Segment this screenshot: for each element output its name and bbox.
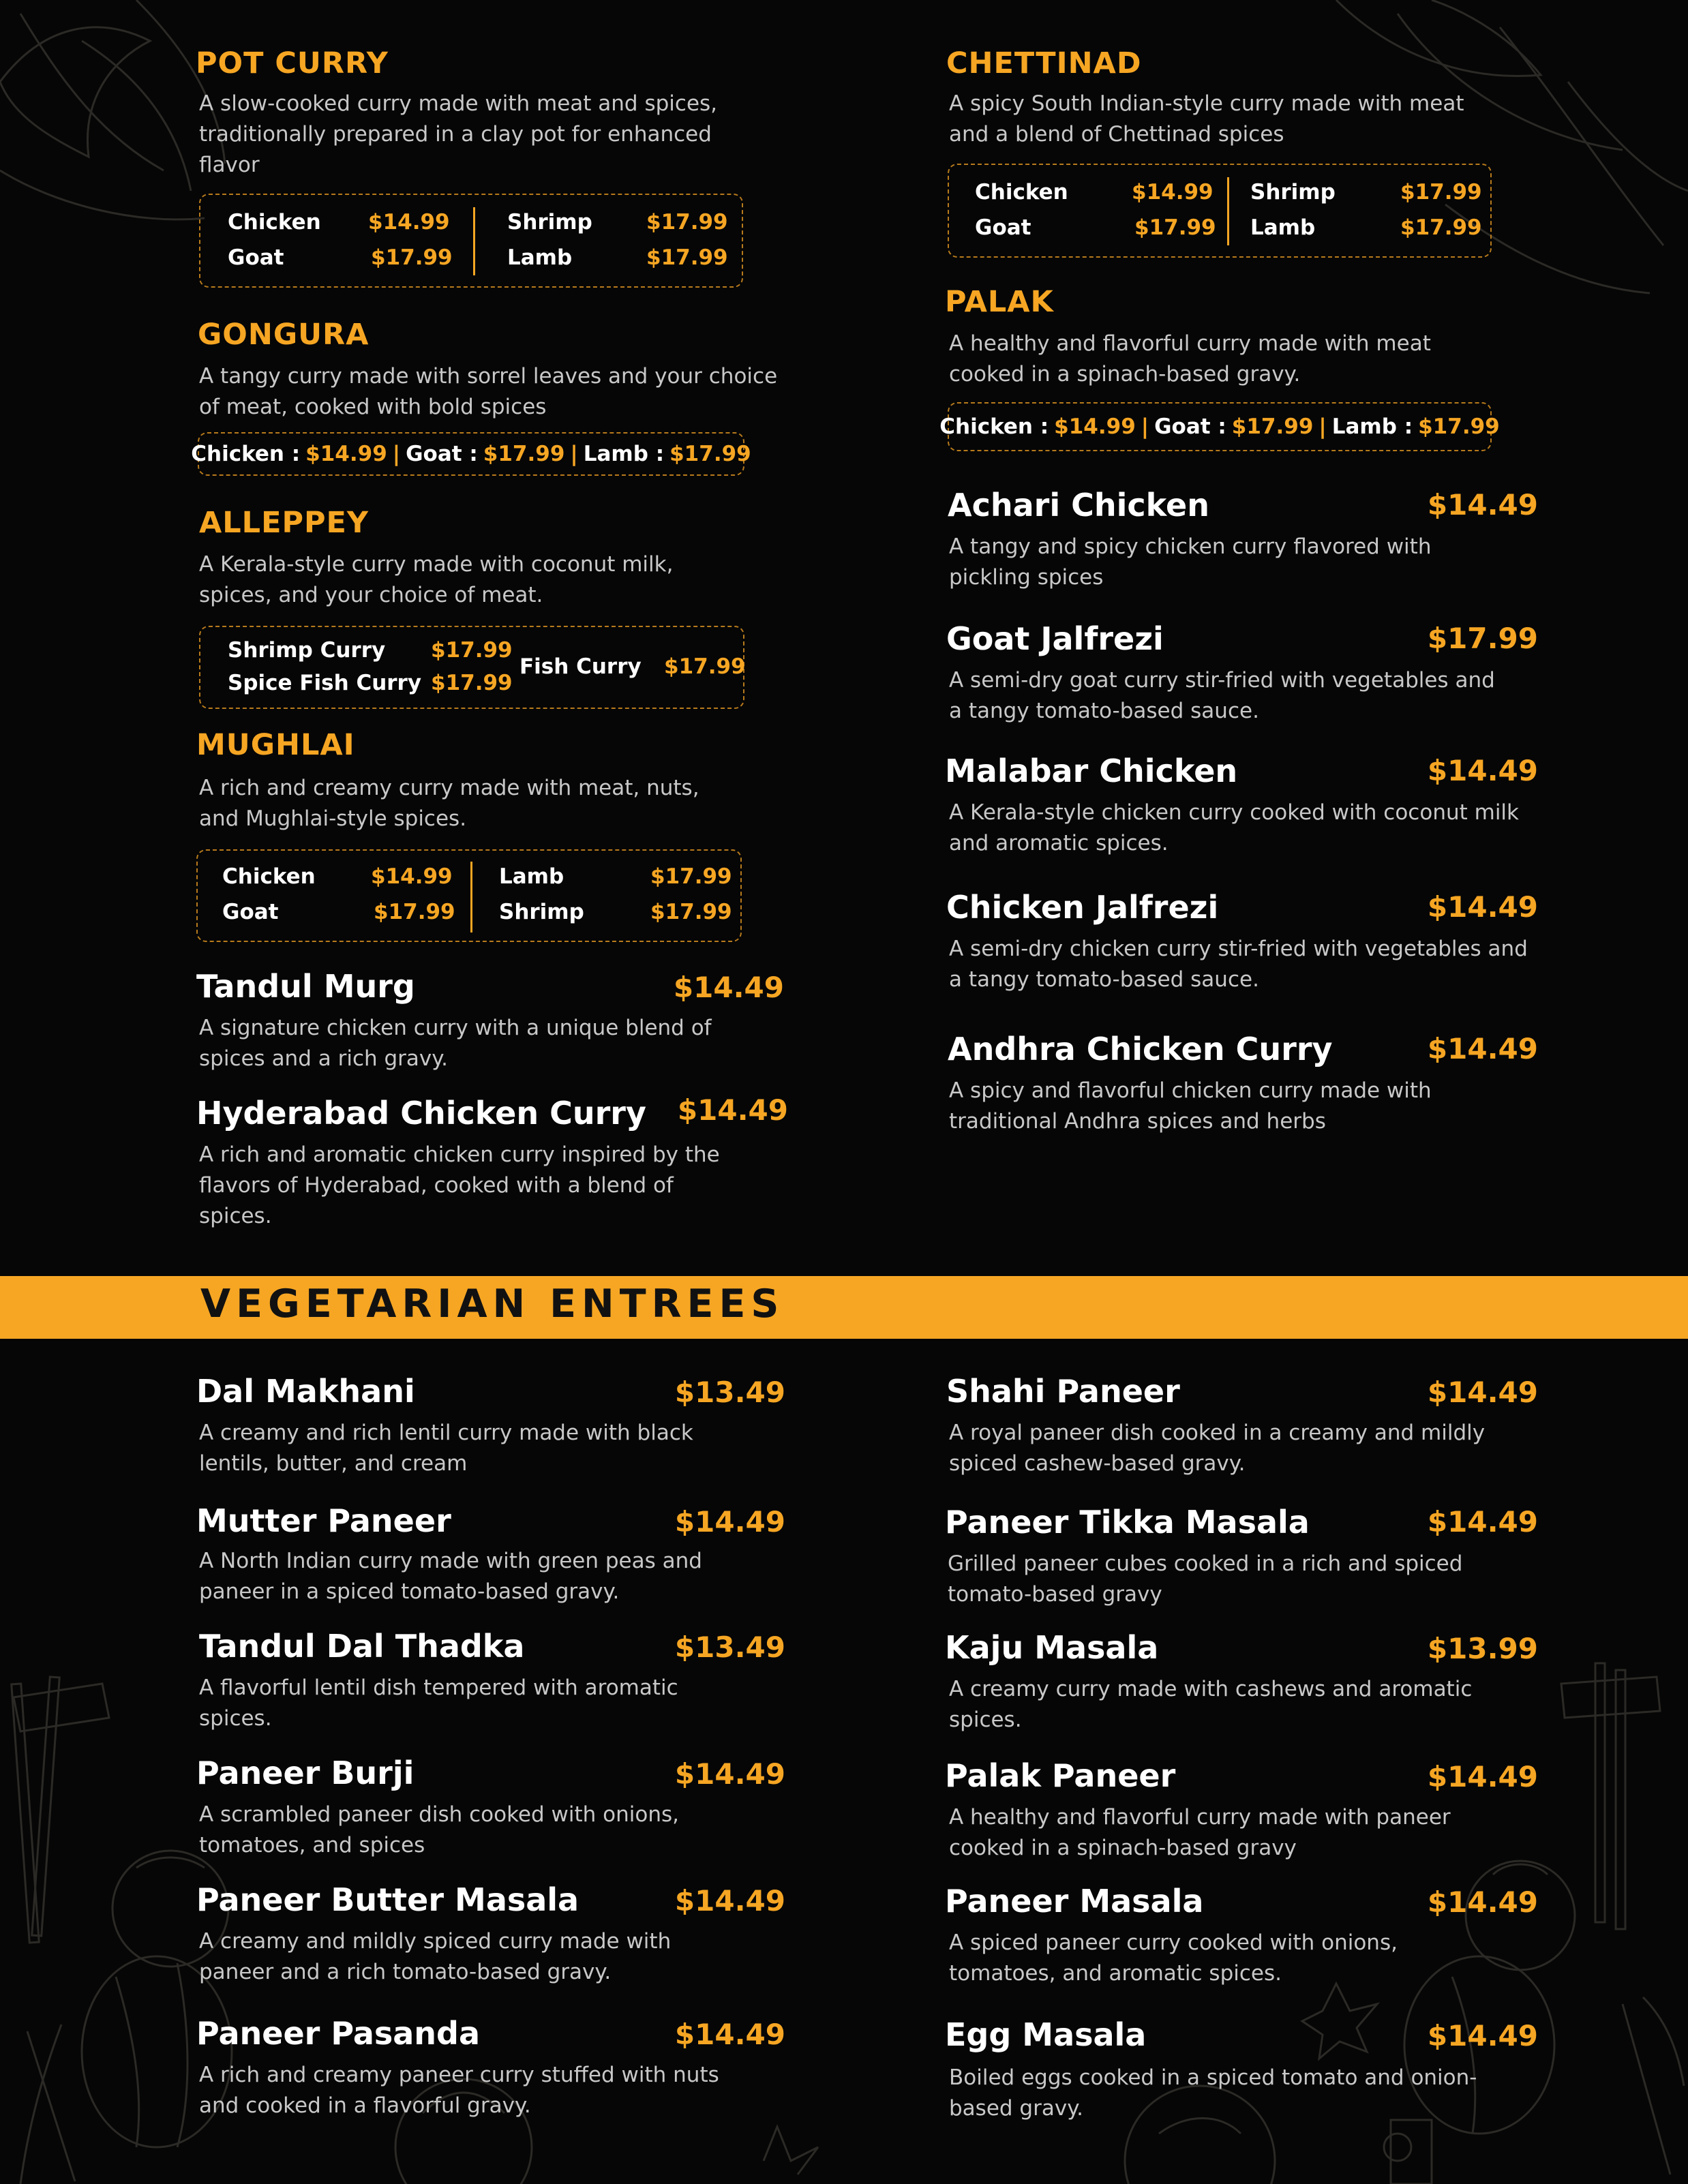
price-label: Chicken [222,864,316,889]
price-label: Chicken : [939,414,1049,439]
price-value: $17.99 [483,442,565,466]
price-value: $17.99 [664,654,746,679]
menu-item-name: Paneer Pasanda [196,2015,481,2052]
price-label: Chicken [975,180,1068,204]
chettinad-description: A spicy South Indian-style curry made with meat and a blend of Chettinad spices [949,91,1464,147]
price-separator: | [392,442,401,466]
gongura-price-row [191,434,751,474]
price-value: $17.99 [431,671,513,695]
menu-item-description: A signature chicken curry with a unique blend of spices and a rich gravy. [199,1016,712,1071]
menu-item-price: $14.49 [674,1884,785,1917]
mughlai-price-box [196,849,742,942]
menu-item-name: Achari Chicken [948,487,1209,524]
price-value: $17.99 [374,900,455,924]
menu-item-price: $14.49 [674,1505,785,1538]
price-value: $14.99 [371,864,453,889]
palak-description: A healthy and flavorful curry made with meat cooked in a spinach-based gravy. [949,331,1431,386]
menu-item-price: $14.49 [1427,1376,1538,1409]
menu-item-description: A rich and creamy paneer curry stuffed with nuts and cooked in a flavorful gravy. [199,2063,719,2118]
menu-item-description: Grilled paneer cubes cooked in a rich and spiced tomato-based gravy [948,1551,1463,1607]
menu-item-price: $14.49 [1427,1885,1538,1919]
menu-item-name: Paneer Butter Masala [196,1881,579,1918]
price-separator: | [570,442,578,466]
price-value: $17.99 [646,210,728,234]
chettinad-heading: CHETTINAD [946,46,1142,80]
menu-item-description: A creamy and mildly spiced curry made with paneer and a rich tomato-based gravy. [199,1929,672,1984]
price-value: $17.99 [1400,215,1482,240]
price-label: Spice Fish Curry [228,671,422,695]
pot-curry-description: A slow-cooked curry made with meat and spices, traditionally prepared in a clay pot for enhanced flavor [199,91,718,177]
menu-item-price: $13.49 [674,1376,785,1409]
menu-item-price: $14.49 [1427,890,1538,924]
price-separator: | [1141,414,1149,439]
price-value: $17.99 [1231,414,1314,439]
menu-item-name: Tandul Murg [196,968,415,1005]
pot-curry-heading: POT CURRY [196,46,389,80]
menu-item-name: Paneer Tikka Masala [945,1504,1310,1541]
menu-item-name: Dal Makhani [196,1373,415,1410]
price-value: $17.99 [1418,414,1500,439]
menu-item-price: $14.49 [674,1757,785,1791]
price-label: Fish Curry [519,654,642,679]
price-value: $17.99 [650,900,732,924]
price-label: Chicken : [191,442,301,466]
price-label: Goat : [1154,414,1226,439]
price-label: Lamb : [583,442,665,466]
alleppey-description: A Kerala-style curry made with coconut milk, spices, and your choice of meat. [199,552,674,607]
menu-item-price: $13.49 [674,1631,785,1664]
menu-item-description: A scrambled paneer dish cooked with onions, tomatoes, and spices [199,1802,679,1857]
menu-item-name: Hyderabad Chicken Curry [196,1095,646,1132]
price-value: $14.99 [368,210,450,234]
mughlai-description: A rich and creamy curry made with meat, nuts, and Mughlai-style spices. [199,776,699,831]
menu-item-name: Egg Masala [945,2016,1147,2053]
menu-item-description: A flavorful lentil dish tempered with aromatic spices. [199,1675,678,1731]
menu-item-name: Chicken Jalfrezi [946,889,1219,926]
palak-price-box [939,402,1500,451]
vegetarian-entrees-heading: VEGETARIAN ENTREES [200,1281,785,1326]
alleppey-heading: ALLEPPEY [199,506,369,540]
menu-item-description: A spiced paneer curry cooked with onions, tomatoes, and aromatic spices. [949,1930,1398,1986]
gongura-heading: GONGURA [198,318,370,352]
menu-item-description: Boiled eggs cooked in a spiced tomato and onion-based gravy. [949,2065,1477,2121]
price-label: Shrimp [507,210,592,234]
menu-item-description: A tangy and spicy chicken curry flavored with pickling spices [949,534,1432,590]
menu-item-price: $14.49 [1427,1760,1538,1793]
menu-item-description: A creamy and rich lentil curry made with black lentils, butter, and cream [199,1421,693,1476]
price-value: $14.99 [1054,414,1136,439]
price-label: Goat [975,215,1031,240]
menu-item-name: Kaju Masala [945,1629,1159,1666]
menu-item-description: A healthy and flavorful curry made with paneer cooked in a spinach-based gravy [949,1805,1451,1860]
price-label: Goat [228,245,284,270]
menu-item-price: $14.49 [677,1093,788,1127]
menu-item-price: $14.49 [673,971,784,1004]
menu-item-description: A semi-dry goat curry stir-fried with vegetables and a tangy tomato-based sauce. [949,668,1495,723]
menu-item-description: A Kerala-style chicken curry cooked with coconut milk and aromatic spices. [949,800,1520,855]
menu-item-name: Shahi Paneer [946,1373,1180,1410]
menu-item-name: Paneer Masala [945,1883,1204,1920]
menu-item-name: Tandul Dal Thadka [199,1628,525,1665]
price-value: $17.99 [1400,180,1482,204]
menu-item-price: $13.99 [1427,1632,1538,1665]
menu-item-description: A royal paneer dish cooked in a creamy and mildly spiced cashew-based gravy. [949,1421,1486,1476]
gongura-price-box [191,432,751,476]
palak-heading: PALAK [945,285,1054,319]
alleppey-price-box [199,626,744,709]
menu-item-name: Paneer Burji [196,1755,415,1791]
menu-item-description: A rich and aromatic chicken curry inspired by the flavors of Hyderabad, cooked with a blend of spices. [199,1142,720,1228]
price-value: $17.99 [431,638,513,663]
menu-item-name: Goat Jalfrezi [946,620,1164,657]
price-value: $17.99 [669,442,751,466]
chettinad-price-box [948,164,1492,258]
price-label: Shrimp [499,900,584,924]
price-label: Lamb [507,245,573,270]
price-label: Lamb [499,864,564,889]
price-divider [470,862,472,932]
menu-item-description: A spicy and flavorful chicken curry made with traditional Andhra spices and herbs [949,1078,1432,1134]
price-divider [473,207,475,275]
price-label: Shrimp Curry [228,638,386,663]
menu-item-description: A semi-dry chicken curry stir-fried with vegetables and a tangy tomato-based sauce. [949,937,1528,992]
menu-item-name: Andhra Chicken Curry [948,1031,1333,1067]
menu-item-name: Malabar Chicken [945,753,1238,789]
price-value: $14.99 [305,442,387,466]
pot-curry-price-box [199,194,743,288]
price-value: $17.99 [1134,215,1216,240]
menu-item-name: Palak Paneer [945,1757,1176,1794]
menu-item-price: $14.49 [1427,1505,1538,1538]
menu-item-price: $14.49 [1427,754,1538,787]
price-label: Shrimp [1250,180,1336,204]
price-label: Lamb : [1331,414,1413,439]
price-divider [1227,177,1229,245]
menu-item-name: Mutter Paneer [196,1502,451,1539]
menu-item-description: A North Indian curry made with green peas and paneer in a spiced tomato-based gravy. [199,1549,702,1604]
price-value: $14.99 [1132,180,1214,204]
price-label: Chicken [228,210,321,234]
menu-item-description: A creamy curry made with cashews and aromatic spices. [949,1677,1473,1732]
mughlai-heading: MUGHLAI [196,728,355,762]
menu-item-price: $17.99 [1427,622,1538,655]
price-label: Goat [222,900,279,924]
price-separator: | [1318,414,1327,439]
menu-item-price: $14.49 [1427,1032,1538,1065]
menu-item-price: $14.49 [1427,2019,1538,2052]
price-value: $17.99 [646,245,728,270]
menu-item-price: $14.49 [674,2018,785,2051]
price-value: $17.99 [371,245,453,270]
price-label: Goat : [406,442,478,466]
gongura-description: A tangy curry made with sorrel leaves and your choice of meat, cooked with bold spices [199,364,778,419]
price-label: Lamb [1250,215,1316,240]
palak-price-row [939,404,1500,450]
menu-item-price: $14.49 [1427,488,1538,521]
price-value: $17.99 [650,864,732,889]
